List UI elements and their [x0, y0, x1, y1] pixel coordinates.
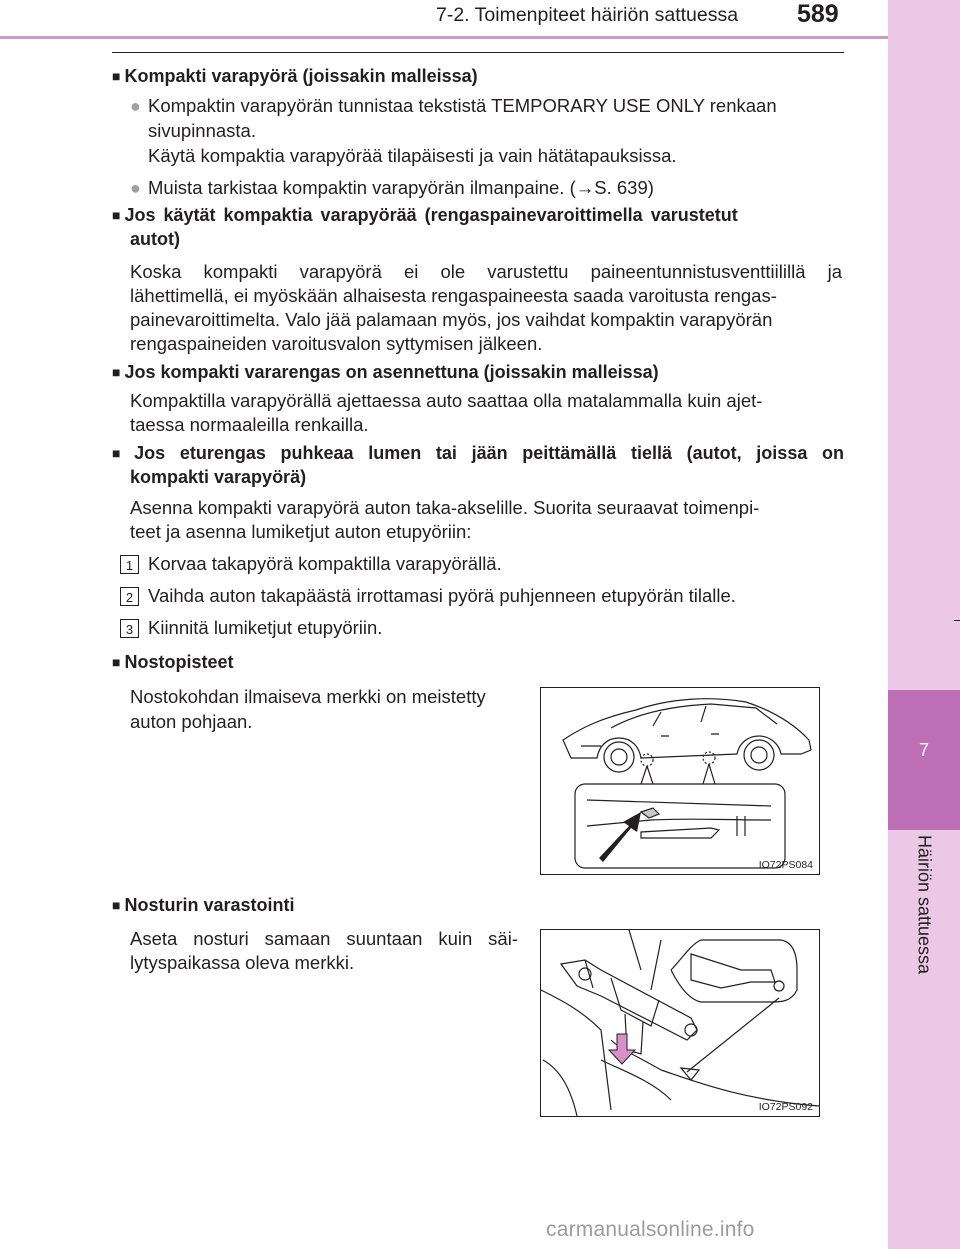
section-heading [112, 895, 295, 916]
bullet-text: sivupinnasta. [148, 120, 256, 141]
margin-tick [954, 620, 960, 621]
bullet-text: Kompaktin varapyörän tunnistaa tekstistä TEMPORARY USE ONLY renkaan [148, 95, 777, 116]
heading-text: Nostopisteet [124, 652, 234, 672]
step-text: Vaihda auton takapäästä irrottamasi pyörä puhjenneen etupyörän tilalle. [148, 585, 736, 606]
bullet-text: Käytä kompaktia varapyörää tilapäisesti ja vain hätätapauksissa. [148, 145, 677, 166]
square-bullet-icon: ■ [112, 897, 121, 913]
chapter-title-label: Häiriön sattuessa [914, 835, 935, 975]
section-heading [112, 66, 478, 87]
paragraph-line: taessa normaaleilla renkailla. [130, 414, 369, 435]
bullet-icon: ● [130, 96, 141, 116]
section-heading [112, 443, 844, 464]
chapter-side-tab[interactable] [888, 0, 960, 1249]
chapter-number: 7 [918, 740, 929, 760]
paragraph-line: lähettimellä, ei myöskään alhaisesta rengaspaineesta saada varoitusta rengas- [130, 285, 777, 306]
square-bullet-icon: ■ [112, 68, 121, 84]
paragraph-line: Koska kompakti varapyörä ei ole varustettu paineentunnistusventtiilillä ja [130, 261, 842, 282]
paragraph-line: auton pohjaan. [130, 711, 253, 732]
paragraph-line: Nostokohdan ilmaiseva merkki on meistetty [130, 686, 486, 707]
jack-point-figure [540, 687, 820, 875]
top-rule [112, 52, 844, 53]
header-divider [0, 36, 890, 39]
step-number: 3 [120, 619, 139, 638]
paragraph-line: Asenna kompakti varapyörä auton taka-akselille. Suorita seuraavat toimenpi- [130, 497, 760, 518]
paragraph-line: lytyspaikassa oleva merkki. [130, 952, 355, 973]
paragraph-line: Aseta nosturi samaan suuntaan kuin säi- [130, 928, 518, 949]
heading-text: Jos käytät kompaktia varapyörää (rengaspainevaroittimella varustetut [124, 205, 738, 225]
section-title: 7-2. Toimenpiteet häiriön sattuessa [436, 4, 739, 26]
jack-storage-illustration [541, 930, 819, 1116]
paragraph-line: Kompaktilla varapyörällä ajettaessa auto saattaa olla matalammalla kuin ajet- [130, 390, 763, 411]
bullet-item [130, 175, 141, 201]
car-jack-point-illustration [541, 688, 819, 874]
page-number: 589 [797, 0, 839, 28]
section-heading [112, 652, 233, 673]
step-text: Kiinnitä lumiketjut etupyöriin. [148, 617, 383, 638]
figure-code: IO72PS092 [758, 1101, 813, 1113]
paragraph-line: teet ja asenna lumiketjut auton etupyöriin: [130, 521, 472, 542]
heading-text: Kompakti varapyörä (joissakin malleissa) [124, 66, 478, 86]
watermark-link[interactable]: carmanualsonline.info [546, 1218, 755, 1241]
bullet-icon: ● [130, 178, 141, 198]
section-heading [112, 205, 844, 226]
heading-text: kompakti varapyörä) [130, 467, 307, 487]
jack-storage-figure [540, 929, 820, 1117]
heading-text: Nosturin varastointi [124, 895, 295, 915]
section-heading [112, 362, 659, 383]
heading-text: Jos kompakti vararengas on asennettuna (joissakin malleissa) [124, 362, 659, 382]
chapter-title [888, 835, 960, 1055]
paragraph-line: painevaroittimelta. Valo jää palamaan myös, jos vaihdat kompaktin varapyörän [130, 309, 773, 330]
figure-code: IO72PS084 [758, 859, 813, 871]
step-number: 2 [120, 587, 139, 606]
square-bullet-icon: ■ [112, 207, 121, 223]
heading-text: Jos eturengas puhkeaa lumen tai jään peittämällä tiellä (autot, joissa on [134, 443, 844, 463]
paragraph-line: rengaspaineiden varoitusvalon syttymisen jälkeen. [130, 333, 543, 354]
step-text: Korvaa takapyörä kompaktilla varapyörällä. [148, 553, 502, 574]
bullet-text: Muista tarkistaa kompaktin varapyörän ilmanpaine. (→S. 639) [148, 177, 654, 198]
square-bullet-icon: ■ [112, 364, 121, 380]
square-bullet-icon: ■ [112, 654, 121, 670]
bullet-item [130, 93, 141, 119]
square-bullet-icon: ■ [112, 445, 131, 461]
heading-text: autot) [130, 229, 180, 249]
step-number: 1 [120, 555, 139, 574]
